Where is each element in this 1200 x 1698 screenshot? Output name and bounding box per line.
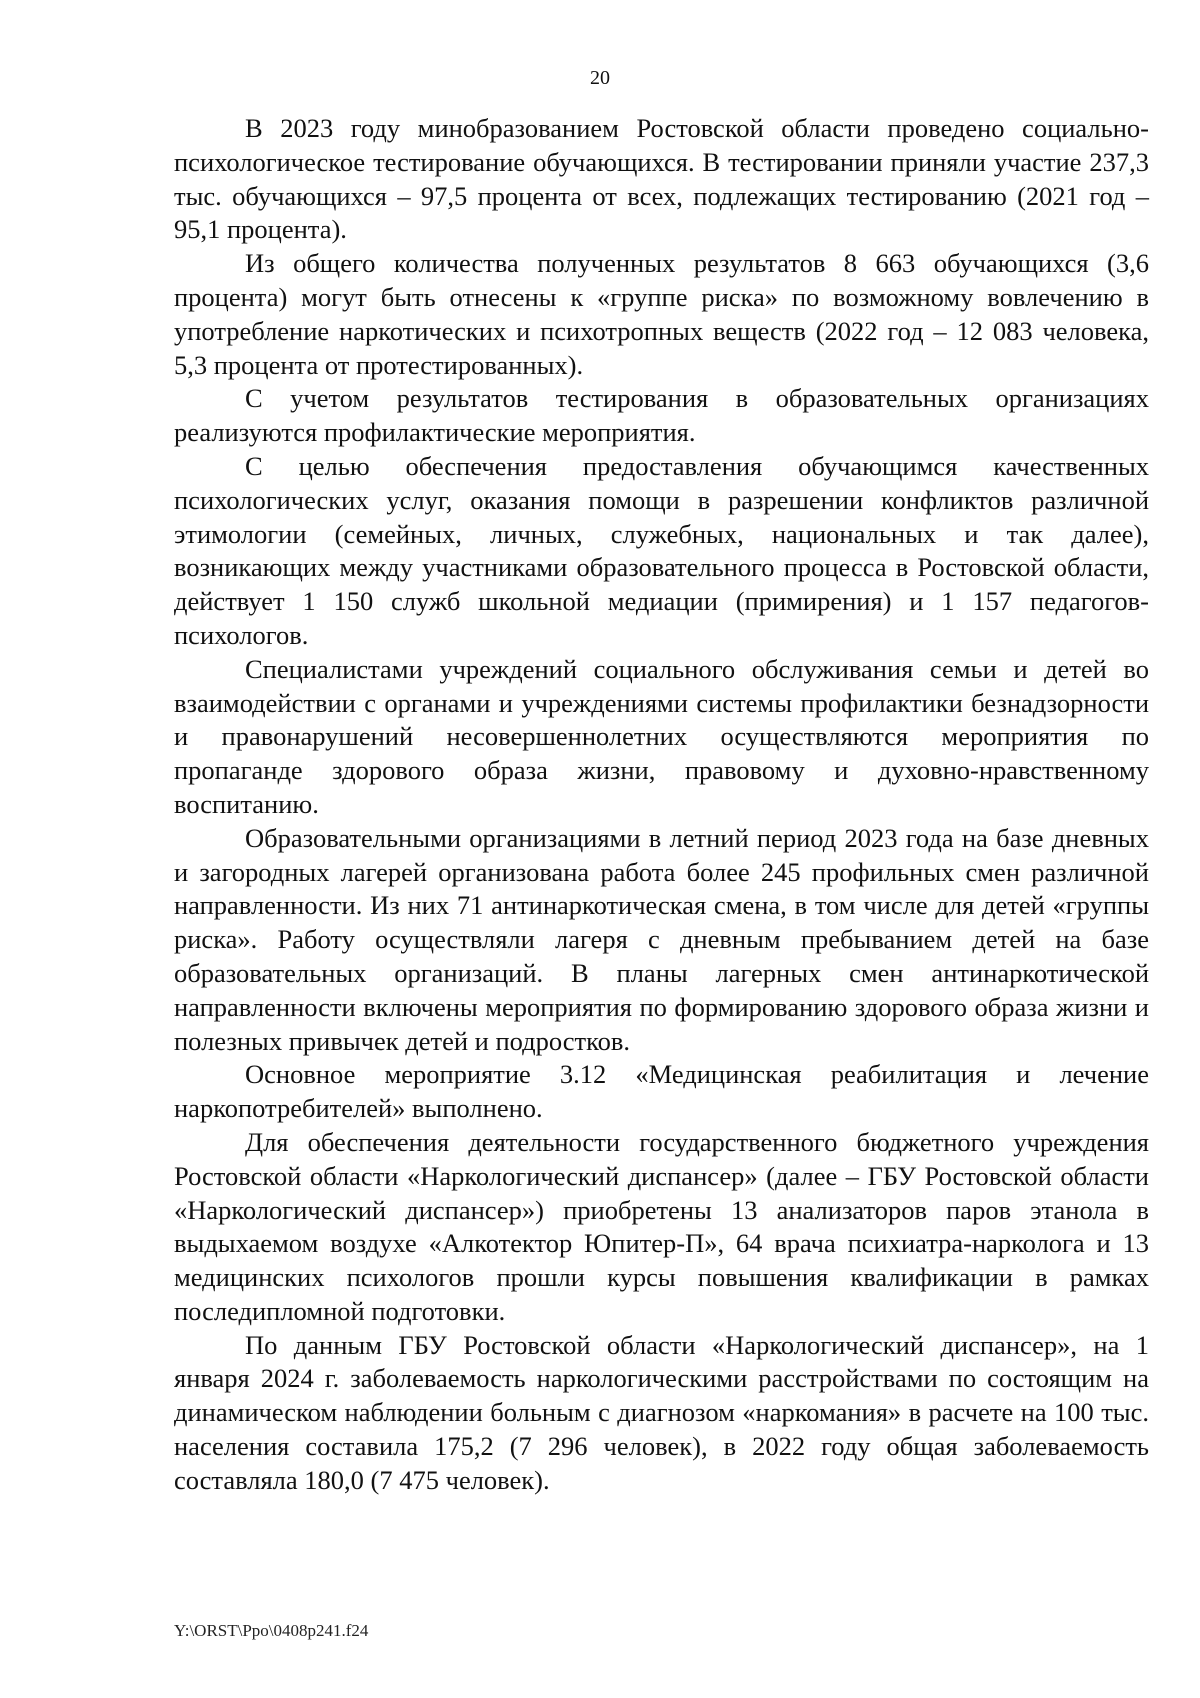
footer-file-path: Y:\ORST\Ppo\0408p241.f24 bbox=[174, 1621, 369, 1640]
paragraph-measure-3-12: Основное мероприятие 3.12 «Медицинская реабилитация и лечение наркопотребителей» выполнено. bbox=[174, 1059, 1149, 1124]
paragraph-summer-camps: Образовательными организациями в летний период 2023 года на базе дневных и загородных лагерей организована работа более 245 профильных смен различной направленности. Из них 71 антинаркотическая смена, в том числе для детей «группы риска». Работу осуществляли лагеря с дневным пребыванием детей на базе образовательных организаций. В планы лагерных смен антинаркотической направленности включены мероприятия по формированию здорового образа жизни и полезных привычек детей и подростков. bbox=[174, 822, 1149, 1056]
document-body bbox=[174, 112, 1149, 1498]
paragraph-dispensary: Для обеспечения деятельности государственного бюджетного учреждения Ростовской области «Наркологический диспансер» (далее – ГБУ Ростовской области «Наркологический диспансер») приобретены 13 анализаторов паров этанола в выдыхаемом воздухе «Алкотектор Юпитер-П», 64 врача психиатра-нарколога и 13 медицинских психологов прошли курсы повышения квалификации в рамках последипломной подготовки. bbox=[174, 1126, 1149, 1326]
paragraph-morbidity: По данным ГБУ Ростовской области «Наркологический диспансер», на 1 января 2024 г. заболеваемость наркологическими расстройствами по состоящим на динамическом наблюдении больным с диагнозом «наркомания» в расчете на 100 тыс. населения составила 175,2 (7 296 человек), в 2022 году общая заболеваемость составляла 180,0 (7 475 человек). bbox=[174, 1329, 1149, 1495]
page-number: 20 bbox=[590, 67, 610, 89]
paragraph-risk-group: Из общего количества полученных результатов 8 663 обучающихся (3,6 процента) могут быть отнесены к «группе риска» по возможному вовлечению в употребление наркотических и психотропных веществ (2022 год – 12 083 человека, 5,3 процента от протестированных). bbox=[174, 248, 1149, 380]
paragraph-social-services: Специалистами учреждений социального обслуживания семьи и детей во взаимодействии с органами и учреждениями системы профилактики безнадзорности и правонарушений несовершеннолетних осуществляются мероприятия по пропаганде здорового образа жизни, правовому и духовно-нравственному воспитанию. bbox=[174, 653, 1149, 819]
paragraph-prevention: С учетом результатов тестирования в образовательных организациях реализуются профилактические мероприятия. bbox=[174, 383, 1149, 448]
paragraph-mediation: С целью обеспечения предоставления обучающимся качественных психологических услуг, оказания помощи в разрешении конфликтов различной этимологии (семейных, личных, служебных, национальных и так далее), возникающих между участниками образовательного процесса в Ростовской области, действует 1 150 служб школьной медиации (примирения) и 1 157 педагогов-психологов. bbox=[174, 450, 1149, 650]
paragraph-testing: В 2023 году минобразованием Ростовской области проведено социально-психологическое тестирование обучающихся. В тестировании приняли участие 237,3 тыс. обучающихся – 97,5 процента от всех, подлежащих тестированию (2021 год – 95,1 процента). bbox=[174, 113, 1149, 245]
